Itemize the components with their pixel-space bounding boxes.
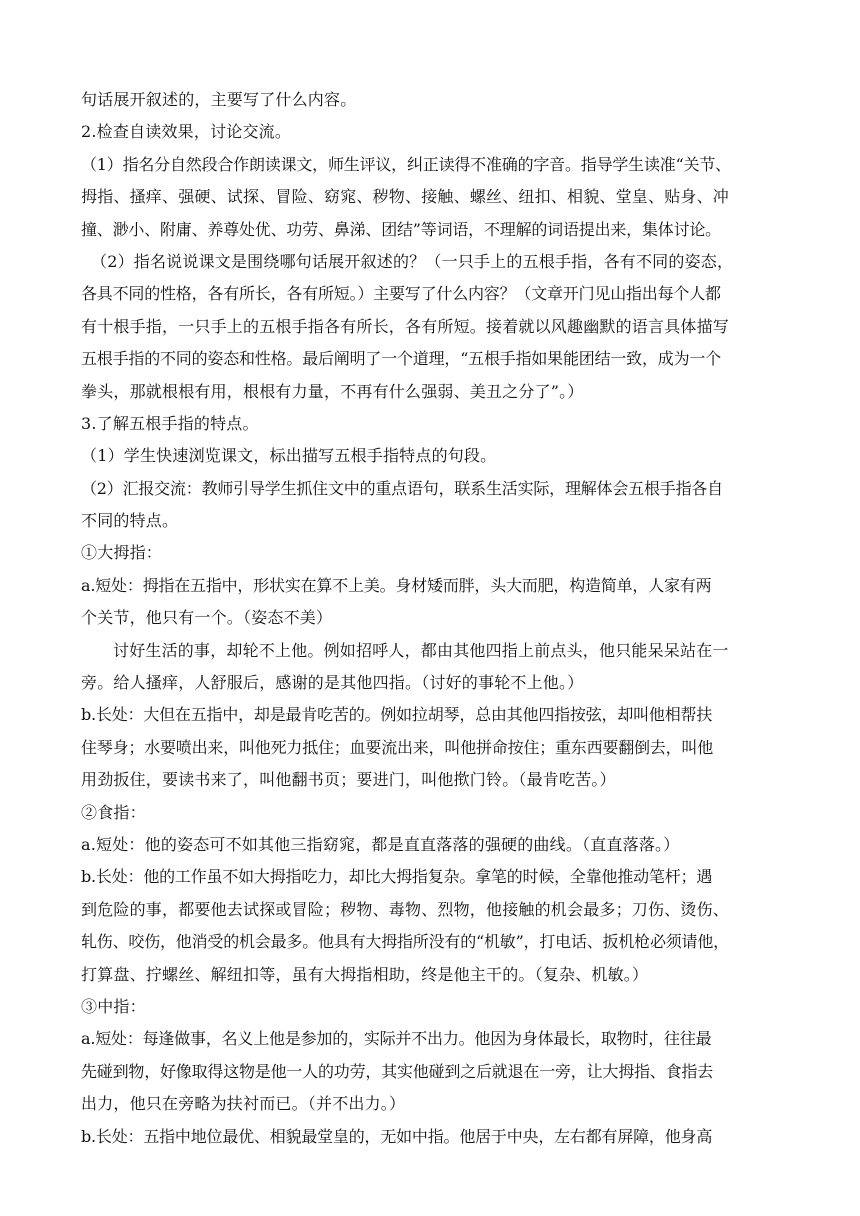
text-line: 各具不同的性格，各有所长，各有所短。）主要写了什么内容？（文章开门见山指出每个人都 (81, 284, 721, 304)
text-line: 拳头，那就根根有用，根根有力量，不再有什么强弱、美丑之分了”。） (81, 381, 584, 401)
text-line: a.短处：拇指在五指中，形状实在算不上美。身材矮而胖，头大而肥，构造简单，人家有两 (81, 575, 712, 595)
text-line: 先碰到物，好像取得这物是他一人的功劳，其实他碰到之后就退在一旁，让大拇指、食指去 (81, 1061, 714, 1081)
text-line: （2）汇报交流：教师引导学生抓住文中的重点语句，联系生活实际，理解体会五根手指各自 (81, 478, 723, 498)
subheading-index-finger: ②食指： (81, 802, 146, 822)
text-line: 五根手指的不同的姿态和性格。最后阐明了一个道理，“五根手指如果能团结一致，成为一个 (81, 349, 721, 369)
section-heading: 3.了解五根手指的特点。 (81, 413, 259, 433)
subheading-middle-finger: ③中指： (81, 996, 146, 1016)
text-line: （2）指名说说课文是围绕哪句话展开叙述的？（一只手上的五根手指，各有不同的姿态， (91, 251, 734, 271)
text-line: 到危险的事，都要他去试探或冒险；秽物、毒物、烈物，他接触的机会最多；刀伤、烫伤、 (81, 899, 730, 919)
text-line: 句话展开叙述的，主要写了什么内容。 (81, 90, 357, 109)
text-line: a.短处：他的姿态可不如其他三指窈窕，都是直直落落的强硬的曲线。（直直落落。） (81, 834, 680, 854)
text-line: b.长处：大但在五指中，却是最肯吃苦的。例如拉胡琴，总由其他四指按弦，却叫他相帮扶 (81, 705, 713, 725)
text-line: 用劲扳住，要读书来了，叫他翻书页；要进门，叫他揿门铃。（最肯吃苦。） (81, 770, 616, 790)
text-line: 打算盘、拧螺丝、解纽扣等，虽有大拇指相助，终是他主干的。（复杂、机敏。） (81, 964, 649, 984)
text-line: 不同的特点。 (81, 511, 179, 531)
text-line: 讨好生活的事，却轮不上他。例如招呼人，都由其他四指上前点头，他只能呆呆站在一 (113, 640, 729, 660)
text-line: 个关节，他只有一个。（姿态不美） (81, 608, 333, 628)
text-line: b.长处：他的工作虽不如大拇指吃力，却比大拇指复杂。拿笔的时候，全靠他推动笔杆；遇 (81, 867, 713, 887)
subheading-thumb: ①大拇指： (81, 543, 163, 563)
text-line: 住琴身；水要喷出来，叫他死力抵住；血要流出来，叫他拼命按住；重东西要翻倒去，叫他 (81, 737, 714, 757)
text-line: 轧伤、咬伤，他消受的机会最多。他具有大拇指所没有的“机敏”，打电话、扳机枪必须请他， (81, 932, 729, 952)
text-line: a.短处：每逢做事，名义上他是参加的，实际并不出力。他因为身体最长，取物时，往往最 (81, 1029, 712, 1049)
document-body (81, 84, 781, 1153)
section-heading: 2.检查自读效果，讨论交流。 (81, 122, 292, 142)
text-line: 撞、渺小、附庸、养尊处优、功劳、鼻涕、团结”等词语，不理解的词语提出来，集体讨论。 (81, 219, 721, 239)
text-line: 有十根手指，一只手上的五根手指各有所长，各有所短。接着就以风趣幽默的语言具体描写 (81, 316, 730, 336)
text-line: 旁。给人搔痒，人舒服后，感谢的是其他四指。（讨好的事轮不上他。） (81, 673, 584, 693)
text-line: b.长处：五指中地位最优、相貌最堂皇的，无如中指。他居于中央，左右都有屏障，他身高 (81, 1126, 713, 1146)
text-line: 出力，他只在旁略为扶衬而已。（并不出力。） (81, 1094, 406, 1114)
text-line: （1）指名分自然段合作朗读课文，师生评议，纠正读得不准确的字音。指导学生读准“关节、 (81, 154, 731, 174)
text-line: 拇指、搔痒、强硬、试探、冒险、窈窕、秽物、接触、螺丝、纽扣、相貌、堂皇、贴身、冲 (81, 187, 730, 207)
text-line: （1）学生快速浏览课文，标出描写五根手指特点的句段。 (81, 446, 497, 466)
